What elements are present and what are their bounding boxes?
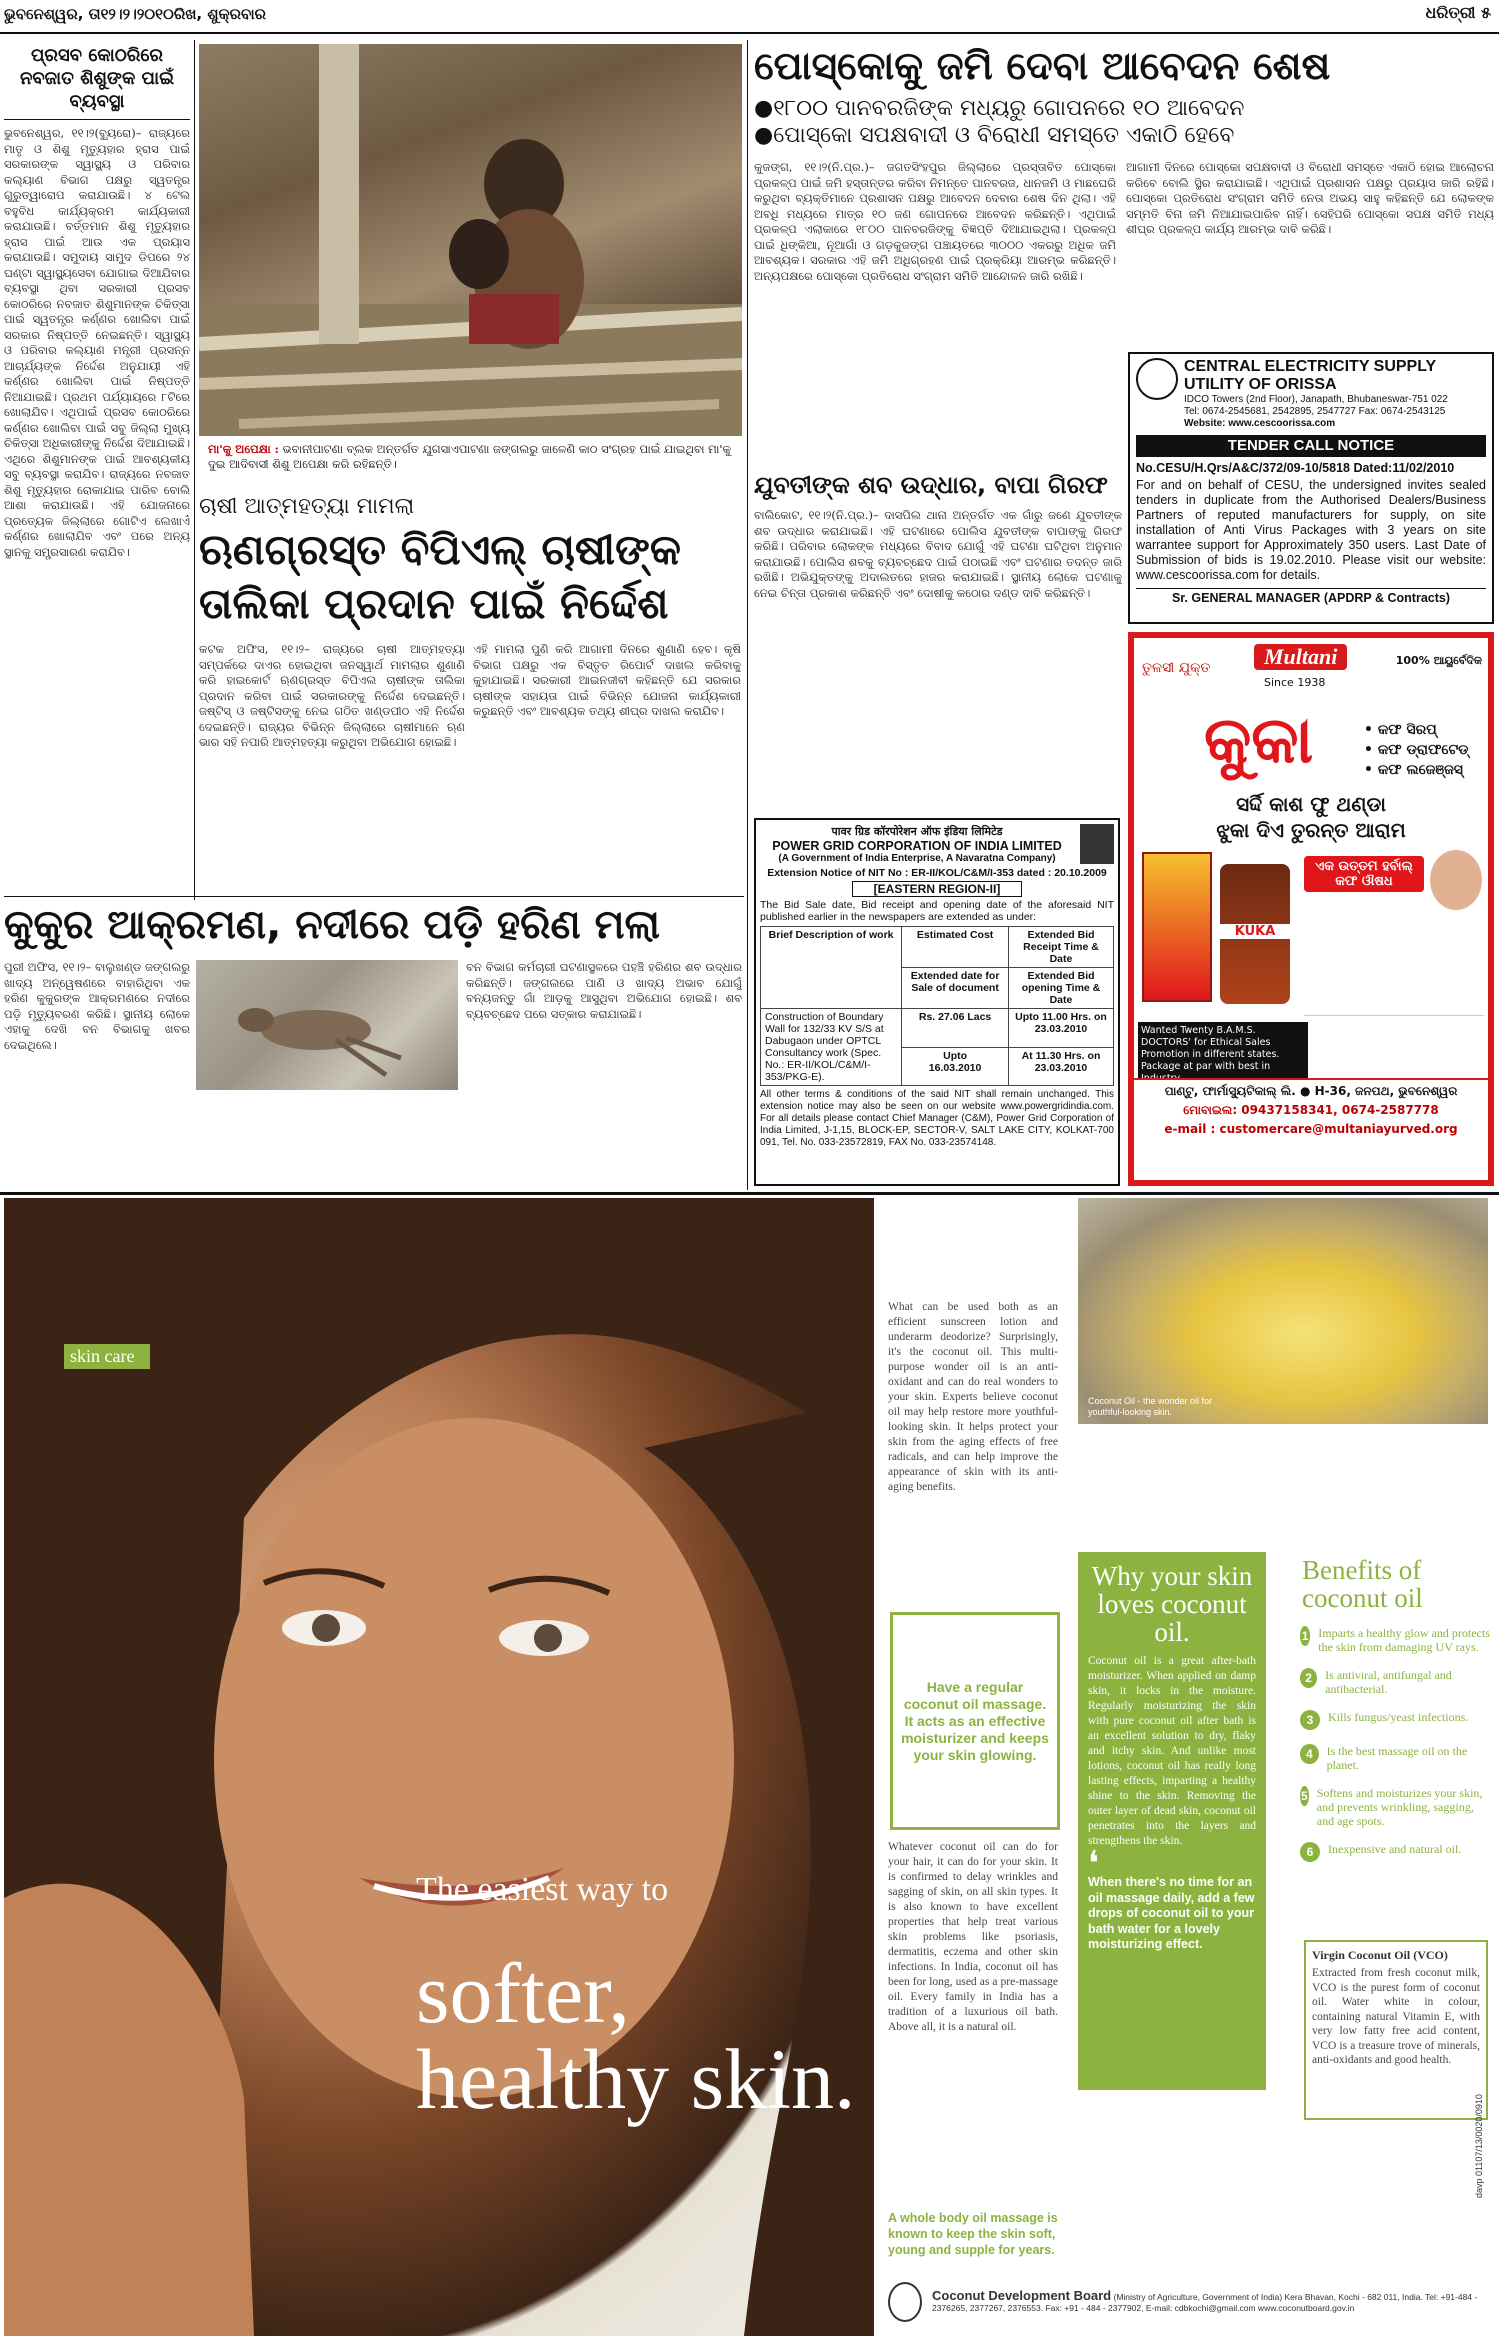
masthead bbox=[0, 0, 1499, 34]
coco-why-body: Coconut oil is a great after-bath moisturizer. When applied on damp skin, it locks in the moisture. Regularly moisturizing the skin with pure coconut oil after bath is an excellent solution to dry, flaky and itchy skin. And unlike most lotions, coconut oil has really long lasting effects, imparting a healthy shine to the skin. Removing the outer layer of dead skin, coconut oil penetrates into the layers and strengthens the skin. bbox=[1088, 1655, 1256, 1847]
posco-body-left: କୁଜଙ୍ଗ, ୧୧।୨(ନି.ପ୍ର.)– ଜଗତସିଂହପୁର ଜିଲ୍ଲାରେ ପ୍ରସ୍ତାବିତ ପୋସ୍କୋ ପ୍ରକଳ୍ପ ପାଇଁ ଜମି ହସ୍ତାନ୍ତର କରିବା ନିମନ୍ତେ ପାନବରଜ, ଧାନଜମି ଓ ମାଛଘେରି କରୁଥିବା ବ୍ୟକ୍ତିମାନେ ପ୍ରଶାସନ ପକ୍ଷରୁ ଆବେଦନ ଦେବାର ଶେଷ ଦିନ ଥିଲା। ଏହି ଅବଧି ମଧ୍ୟରେ ମାତ୍ର ୧୦ ଜଣ ଗୋପନରେ ଆବେଦନ କରିଛନ୍ତି। ଏଥିପାଇଁ ପ୍ରକଳ୍ପ ଏଲାକାରେ ୧୮୦୦ ପାନବରଜିଙ୍କୁ ବିଜ୍ଞପ୍ତି ଦିଆଯାଇଥିଲା। ପ୍ରକଳ୍ପ ପାଇଁ ଧିଙ୍କିଆ, ନୂଆଗାଁ ଓ ଗଡ଼କୁଜଙ୍ଗ ପଞ୍ଚାୟତରେ ୩୦୦୦ ଏକରରୁ ଅଧିକ ଜମି ଆବଶ୍ୟକ। ସରକାର ଏହି ଜମି ଅଧିଗ୍ରହଣ ପାଇଁ ପ୍ରକ୍ରିୟା ଆରମ୍ଭ କରିଛନ୍ତି। ଅନ୍ୟପକ୍ଷରେ ପୋସ୍କୋ ପ୍ରତିରୋଧ ସଂଗ୍ରାମ ସମିତି ଆନ୍ଦୋଳନ ଜାରି ରଖିଛି। bbox=[754, 160, 1116, 283]
coco-board-footer bbox=[888, 2282, 1488, 2322]
multani-product: କୁକା bbox=[1204, 704, 1314, 778]
multani-tagline-top: ତୁଳସୀ ଯୁକ୍ତ bbox=[1142, 660, 1211, 676]
pg-th-cost: Estimated Cost bbox=[902, 927, 1009, 968]
coco-oil-caption: Coconut Oil - the wonder oil for youthful-looking skin. bbox=[1088, 1396, 1213, 1417]
cesu-website: Website: www.cescoorissa.com bbox=[1184, 418, 1336, 429]
dog-body-left: ପୁରୀ ଅଫିସ, ୧୧।୨– ବାଲୁଖଣ୍ଡ ଜଙ୍ଗଲରୁ ଖାଦ୍ୟ ଅନ୍ୱେଷଣରେ ବାହାରିଥିବା ଏକ ହରିଣ କୁକୁରଙ୍କ ଆକ୍ରମଣରେ ନଦୀରେ ପଡ଼ି ମୃତ୍ୟୁବରଣ କରିଛି। ସ୍ଥାନୀୟ ଲୋକେ ଏହାକୁ ଦେଖି ବନ ବିଭାଗକୁ ଖବର ଦେଇଥିଲେ। bbox=[4, 960, 190, 1052]
multani-email: e-mail : customercare@multaniayurved.org bbox=[1164, 1122, 1458, 1136]
coco-benefit-text: Is the best massage oil on the planet. bbox=[1326, 1744, 1468, 1772]
youth-body: ବାଲିକୋଟ, ୧୧।୨(ନି.ପ୍ର.)– ଦାସପିଲ ଥାନା ଅନ୍ତର୍ଗତ ଏକ ଗାଁରୁ ଜଣେ ଯୁବତୀଙ୍କ ଶବ ଉଦ୍ଧାର କରାଯାଇଛି। ଏହି ଘଟଣାରେ ପୋଲିସ ଯୁବତୀଙ୍କ ବାପାଙ୍କୁ ଗିରଫ କରିଛି। ପରିବାର ଲୋକଙ୍କ ମଧ୍ୟରେ ବିବାଦ ଯୋଗୁଁ ଏହି ଘଟଣା ଘଟିଥିବା ଅନୁମାନ କରାଯାଉଛି। ପୋଲିସ ଶବକୁ ବ୍ୟବଚ୍ଛେଦ ପାଇଁ ପଠାଇଛି ଏବଂ ଘଟଣାର ତଦନ୍ତ ଜାରି ରଖିଛି। ଅଭିଯୁକ୍ତଙ୍କୁ ଅଦାଲତରେ ହାଜର କରାଯାଇଛି। ସ୍ଥାନୀୟ ଲୋକେ ଘଟଣାକୁ ନେଇ ଚିନ୍ତା ପ୍ରକାଶ କରିଛନ୍ତି ଏବଂ ଦୋଷୀକୁ କଠୋର ଦଣ୍ଡ ଦାବି କରିଛନ୍ତି। bbox=[754, 508, 1122, 600]
multani-bottle-label: KUKA bbox=[1220, 924, 1290, 939]
photo-children-waiting bbox=[199, 44, 742, 436]
multani-badge: 100% ଆୟୁର୍ବେଦିକ bbox=[1395, 654, 1482, 667]
cesu-logo-icon bbox=[1136, 358, 1178, 400]
story-posco bbox=[754, 44, 1496, 149]
photo-deer bbox=[196, 960, 458, 1090]
pg-th-opening: Extended Bid opening Time & Date bbox=[1008, 968, 1113, 1009]
coco-benefit-text: Softens and moisturizes your skin, and prevents wrinkling, sagging, and age spots. bbox=[1316, 1786, 1483, 1828]
multani-box-icon bbox=[1142, 852, 1212, 1002]
masthead-date: ଭୁବନେଶ୍ୱର, ତା୧୨।୨।୨୦୧୦ରିଖ, ଶୁକ୍ରବାର bbox=[4, 5, 266, 23]
farmers-body-left: କଟକ ଅଫିସ, ୧୧।୨– ରାଜ୍ୟରେ ଚାଷୀ ଆତ୍ମହତ୍ୟା ସମ୍ପର୍କରେ ଦାଏର ହୋଇଥିବା ଜନସ୍ୱାର୍ଥ ମାମଲାର ଶୁଣାଣି କରି ହାଇକୋର୍ଟ ଋଣଗ୍ରସ୍ତ ବିପିଏଲ ଚାଷୀଙ୍କ ତାଲିକା ପ୍ରଦାନ କରିବା ପାଇଁ ସରକାରଙ୍କୁ ନିର୍ଦ୍ଦେଶ ଦେଇଛନ୍ତି। ଜଷ୍ଟିସ୍ ଓ ଜଷ୍ଟିସଙ୍କୁ ନେଇ ଗଠିତ ଖଣ୍ଡପୀଠ ଏହି ନିର୍ଦ୍ଦେଶ ଦେଇଛନ୍ତି। ରାଜ୍ୟର ବିଭିନ୍ନ ଜିଲ୍ଲାରେ ଚାଷୀମାନେ ଋଣ ଭାର ସହି ନପାରି ଆତ୍ମହତ୍ୟା କରୁଥିବା ଅଭିଯୋଗ ହୋଇଛି। bbox=[199, 642, 465, 749]
coco-benefit-text: Imparts a healthy glow and protects the skin from damaging UV rays. bbox=[1318, 1626, 1490, 1654]
multani-inner bbox=[1134, 638, 1488, 1180]
pg-td-opening: At 11.30 Hrs. on 23.03.2010 bbox=[1008, 1047, 1113, 1086]
pg-td-cost: Rs. 27.06 Lacs bbox=[902, 1009, 1009, 1048]
multani-slogan-1: ସର୍ଦ୍ଦି କାଶ ଫୁ ଥଣ୍ଡା bbox=[1236, 792, 1386, 816]
multani-bottle-icon bbox=[1220, 864, 1290, 1004]
coco-board-detail: (Ministry of Agriculture, Government of India) Kera Bhavan, Kochi - 682 011, India. Tel: +91-484 - 2376265, 2377267, 2376553. Fax: +91 - 484 - 2377902, E-mail: cdbkochi@gmail.com www.coconutboard.gov.in bbox=[932, 2292, 1478, 2313]
cesu-signatory: Sr. GENERAL MANAGER (APDRP & Contracts) bbox=[1136, 588, 1486, 606]
pg-intro: The Bid Sale date, Bid receipt and opening date of the aforesaid NIT published earlier in the newspapers are extended as under: bbox=[760, 899, 1114, 923]
caption-label: ମା'କୁ ଅପେକ୍ଷା : bbox=[208, 442, 279, 456]
pg-th-desc: Brief Description of work bbox=[761, 927, 902, 1009]
benefit-number-2-icon: 2 bbox=[1300, 1668, 1317, 1688]
coco-benefit-item bbox=[1300, 1626, 1490, 1654]
coco-why-title: Why your skin loves coconut oil. bbox=[1091, 1561, 1253, 1647]
story-newborn-headline: ପ୍ରସବ କୋଠରିରେ ନବଜାତ ଶିଶୁଙ୍କ ପାଇଁ ବ୍ୟବସ୍ଥା bbox=[19, 45, 175, 112]
coco-vco-title: Virgin Coconut Oil (VCO) bbox=[1312, 1948, 1448, 1962]
benefit-number-4-icon: 4 bbox=[1300, 1744, 1319, 1764]
photo-children-caption bbox=[208, 442, 738, 472]
children-photo-illustration bbox=[199, 44, 742, 436]
ad-cesu-tender bbox=[1128, 352, 1494, 624]
multani-uses bbox=[1364, 720, 1469, 780]
quote-open-icon: ❛ bbox=[1088, 1846, 1099, 1883]
coco-davp: davp 01107/13/0020/0910 bbox=[1474, 2094, 1484, 2198]
pg-notice: Extension Notice of NIT No : ER-II/KOL/C&M/I-353 dated : 20.10.2009 bbox=[767, 867, 1107, 879]
pg-table bbox=[760, 926, 1114, 1086]
farmers-headline: ଋଣଗ୍ରସ୍ତ ବିପିଏଲ୍ ଚାଷୀଙ୍କ ତାଲିକା ପ୍ରଦାନ ପାଇଁ ନିର୍ଦ୍ଦେଶ bbox=[199, 525, 681, 629]
posco-headline: ପୋସ୍କୋକୁ ଜମି ଦେବା ଆବେଦନ ଶେଷ bbox=[754, 44, 1331, 89]
coco-vco-body: Extracted from fresh coconut milk, VCO is the purest form of coconut oil. Water white in colour, containing natural Vitamin E, with very low fatty free acid content, VCO is a treasure trove of minerals, anti-oxidants and good health. bbox=[1312, 1967, 1480, 2066]
pg-td-receipt: Upto 11.00 Hrs. on 23.03.2010 bbox=[1008, 1009, 1113, 1048]
pg-subtitle: (A Government of India Enterprise, A Navaratna Company) bbox=[778, 853, 1056, 864]
cesu-notice-title: TENDER CALL NOTICE bbox=[1136, 435, 1486, 457]
ad-coconut-board bbox=[4, 1198, 1495, 2336]
pg-hindi: पावर ग्रिड कॉरपोरेशन ऑफ इंडिया लिमिटेड bbox=[831, 825, 1003, 838]
coco-benefit-item bbox=[1300, 1842, 1490, 1862]
coco-green-tip: A whole body oil massage is known to keep the skin soft, young and supple for years. bbox=[888, 2211, 1058, 2257]
benefit-number-6-icon: 6 bbox=[1300, 1842, 1320, 1862]
coco-section-tag: skin care bbox=[64, 1344, 150, 1369]
ad-powergrid bbox=[754, 818, 1120, 1186]
multani-contact: ପାଣ୍ଟୁ, ଫାର୍ମାସ୍ୟୁଟିକାଲ୍ ଲି. ● H-36, ଜନପଥ, ଭୁବନେଶ୍ୱର bbox=[1164, 1084, 1458, 1098]
coco-intro: What can be used both as an efficient sunscreen lotion and underarm deodorize? Surprisingly, it's the coconut oil. This multi-purpose wonder oil is an anti-oxidant and can do real wonders to your skin. Experts believe coconut oil may help restore more youthful-looking skin. It helps protect your skin from the aging effects of free radicals, and can help improve the appearance of skin with its anti-aging benefits. bbox=[888, 1301, 1058, 1493]
coconut-board-logo-icon bbox=[888, 2282, 922, 2322]
multani-use-1: • କଫ ସିରପ୍ bbox=[1364, 722, 1437, 738]
coco-benefit-text: Is antiviral, antifungal and antibacterial. bbox=[1325, 1668, 1452, 1696]
coco-body2: Whatever coconut oil can do for your hair, it can do for your skin. It is confirmed to delay wrinkles and sagging of skin, on all skin types. It is also known to have excellent properties that help treat various skin problems like psoriasis, dermatitis, eczema and other skin infections. In India, coconut oil has been for long, used as a pre-massage oil. Every family in India has a tradition of a luxurious oil bath. Above all, it is a natural oil. bbox=[888, 1841, 1058, 2033]
coco-why-box bbox=[1078, 1552, 1266, 2090]
pg-footer: All other terms & conditions of the said NIT shall remain unchanged. This extension notice may also be seen on our website www.powergridindia.com. For all details please contact Chief Manager (C&M), Power Grid Corporation of India Limited, J-1,15, BLOCK-EP, SECTOR-V, SALT LAKE CITY, KOLKAT-700 091, Tel. No. 033-23572819, FAX No. 033-23574148. bbox=[760, 1089, 1114, 1148]
cesu-ref: No.CESU/H.Qrs/A&C/372/09-10/5818 Dated:11/02/2010 bbox=[1136, 461, 1455, 475]
pg-td-work: Construction of Boundary Wall for 132/33 KV S/S at Dabugaon under OPTCL Consultancy work (Spec. No.: ER-II/KOL/C&M/I-353/PKG-E). bbox=[761, 1009, 902, 1086]
multani-footer bbox=[1134, 1078, 1488, 1180]
pg-title: POWER GRID CORPORATION OF INDIA LIMITED bbox=[772, 839, 1062, 853]
coco-benefits-list bbox=[1300, 1626, 1490, 1876]
posco-bullet-2: ●ପୋସ୍କୋ ସପକ୍ଷବାଦୀ ଓ ବିରୋଧୀ ସମସ୍ତେ ଏକାଠି ହେବେ bbox=[754, 123, 1235, 149]
multani-wanted: Wanted Twenty B.A.M.S. DOCTORS' for Ethical Sales Promotion in different states. Package at par with best in bbox=[1138, 1022, 1308, 1088]
posco-bullet-1: ●୧୮୦୦ ପାନବରଜିଙ୍କ ମଧ୍ୟରୁ ଗୋପନରେ ୧୦ ଆବେଦନ bbox=[754, 96, 1245, 121]
coco-benefit-item bbox=[1300, 1710, 1490, 1730]
benefit-number-3-icon: 3 bbox=[1300, 1710, 1320, 1730]
multani-ingredients bbox=[1304, 918, 1484, 1016]
multani-phone: ମୋବାଇଲ: 09437158341, 0674-2587778 bbox=[1183, 1103, 1439, 1117]
deer-photo-illustration bbox=[196, 960, 458, 1090]
multani-herbal: ଏକ ଉତ୍ତମ ହର୍ବାଲ୍ କଫ ଔଷଧ bbox=[1304, 856, 1424, 892]
coco-vco-box bbox=[1304, 1940, 1488, 2120]
multani-child-photo bbox=[1430, 850, 1482, 910]
dog-headline: କୁକୁର ଆକ୍ରମଣ, ନଦୀରେ ପଡ଼ି ହରିଣ ମଲା bbox=[4, 902, 661, 948]
cesu-title: CENTRAL ELECTRICITY SUPPLY UTILITY OF ORISSA bbox=[1184, 358, 1436, 393]
coco-board-name: Coconut Development Board bbox=[932, 2288, 1112, 2303]
story-dog-attack bbox=[4, 898, 744, 952]
benefit-number-1-icon: 1 bbox=[1300, 1626, 1310, 1646]
farmers-body-right: ଏହି ମାମଲା ପୁଣି କରି ଆଗାମୀ ଦିନରେ ଶୁଣାଣି ହେବ। କୃଷି ବିଭାଗ ପକ୍ଷରୁ ଏକ ବିସ୍ତୃତ ରିପୋର୍ଟ ଦାଖଲ କରିବାକୁ କୁହାଯାଇଛି। ସରକାରୀ ଆଇନଜୀବୀ କହିଛନ୍ତି ଯେ ସରକାର ଚାଷୀଙ୍କ ସହାୟତା ପାଇଁ ବିଭିନ୍ନ ଯୋଜନା କାର୍ଯ୍ୟକାରୀ କରୁଛନ୍ତି ଏବଂ ଆବଶ୍ୟକ ତଥ୍ୟ ଶୀଘ୍ର ଦାଖଲ କରାଯିବ। bbox=[473, 642, 741, 718]
coco-quote: When there's no time for an oil massage daily, add a few drops of coconut oil to your bath water for a lovely moisturizing effect. bbox=[1088, 1875, 1255, 1951]
coco-benefit-item bbox=[1300, 1744, 1490, 1772]
coco-headline-big: softer, healthy skin. bbox=[416, 1945, 856, 2127]
coco-benefit-item bbox=[1300, 1786, 1490, 1828]
pg-td-sale-date: 16.03.2010 bbox=[928, 1061, 982, 1074]
coco-benefits-title: Benefits of coconut oil bbox=[1302, 1555, 1423, 1613]
photo-oil-bowl bbox=[1078, 1198, 1488, 1424]
posco-body-right: ଆଗାମୀ ଦିନରେ ପୋସ୍କୋ ସପକ୍ଷବାଦୀ ଓ ବିରୋଧୀ ସମସ୍ତେ ଏକାଠି ହୋଇ ଆଲୋଚନା କରିବେ ବୋଲି ସ୍ଥିର କରାଯାଇଛି। ଏଥିପାଇଁ ପ୍ରଶାସନ ପକ୍ଷରୁ ପ୍ରୟାସ ଜାରି ରହିଛି। ପୋସ୍କୋ ପ୍ରତିରୋଧ ସଂଗ୍ରାମ ସମିତି ନେତା ଅଭୟ ସାହୁ କହିଛନ୍ତି ଯେ ଲୋକଙ୍କ ସମ୍ମତି ବିନା ଜମି ନିଆଯାଇପାରିବ ନାହିଁ। ସେହିପରି ପୋସ୍କୋ ସପକ୍ଷ ସମିତି ମଧ୍ୟ ଶୀଘ୍ର ପ୍ରକଳ୍ପ କାର୍ଯ୍ୟ ଆରମ୍ଭ ଦାବି କରିଛି। bbox=[1126, 160, 1494, 236]
cesu-tel: Tel: 0674-2545681, 2542895, 2547727 Fax: 0674-2543125 bbox=[1184, 406, 1446, 417]
coco-callout: Have a regular coconut oil massage. It acts as an effective moisturizer and keeps your skin glowing. bbox=[890, 1612, 1060, 1830]
multani-use-2: • କଫ ଡ୍ରାଫଟେଡ୍ bbox=[1364, 742, 1469, 758]
masthead-brand: ଧରିତ୍ରୀ ୫ bbox=[1425, 3, 1491, 22]
coco-benefit-item bbox=[1300, 1668, 1490, 1696]
pg-region: [EASTERN REGION-II] bbox=[852, 881, 1022, 897]
pg-td-sale bbox=[902, 1047, 1009, 1086]
multani-use-3: • କଫ ଲଜେଞ୍ଜସ୍ bbox=[1364, 762, 1463, 778]
multani-brand: Multani bbox=[1254, 644, 1347, 670]
multani-slogan-2: ଝୁକା ଦିଏ ତୁରନ୍ତ ଆରାମ bbox=[1216, 818, 1406, 842]
story-newborn bbox=[4, 44, 190, 956]
story-youth-body bbox=[754, 470, 1122, 830]
cesu-body: For and on behalf of CESU, the undersigned invites sealed tenders in duplicate from the Authorised Dealers/Business Partners of reputed manufacturers for supply, on site installation of Anti Virus Packages with 3 years on site warrantee support for Approximately 350 users. Last Date of Submission of bids is 19.02.2010. Please visit our website: www.cescoorissa.com for details. bbox=[1136, 478, 1486, 582]
story-newborn-body: ଭୁବନେଶ୍ୱର, ୧୧।୨(ବ୍ୟୁରୋ)– ରାଜ୍ୟରେ ମାତୃ ଓ ଶିଶୁ ମୃତ୍ୟୁହାର ହ୍ରାସ ପାଇଁ ସରକାରଙ୍କ ସ୍ୱାସ୍ଥ୍ୟ ଓ ପରିବାର କଲ୍ୟାଣ ବିଭାଗ ପକ୍ଷରୁ ସ୍ୱତନ୍ତ୍ର ଗୁରୁତ୍ୱାରୋପ କରାଯାଉଛି। ୪ ଟେଲ ବହୁବିଧ କାର୍ଯ୍ୟକ୍ରମ କାର୍ଯ୍ୟକାରୀ କରାଯାଉଛି। ବର୍ତ୍ତମାନ ଶିଶୁ ମୃତ୍ୟୁହାର ହ୍ରାସ ପାଇଁ ଆଉ ଏକ ପ୍ରୟାସ କରାଯାଉଛି। ସମୁଦାୟ ସାମୁଦ ଡିପରେ ୨୪ ଘଣ୍ଟା ସ୍ୱାସ୍ଥ୍ୟସେବା ଯୋଗାଇ ଦିଆଯିବାର ବ୍ୟବସ୍ଥା ଥିବା ସରକାରୀ ପ୍ରସବ କୋଠରିରେ ନବଜାତ ଶିଶୁମାନଙ୍କ ଚିକିତ୍ସା ପାଇଁ ସ୍ୱତନ୍ତ୍ର କର୍ଣ୍ଣର ଖୋଲିବା ପାଇଁ ସରକାର ନିଷ୍ପତ୍ତି ନେଇଛନ୍ତି। ସ୍ୱାସ୍ଥ୍ୟ ଓ ପରିବାର କଲ୍ୟାଣ ମନ୍ତ୍ରୀ ପ୍ରସନ୍ନ ଆଚାର୍ଯ୍ୟଙ୍କ ନିର୍ଦ୍ଦେଶ ଅନୁଯାୟୀ ଏହି କର୍ଣ୍ଣର ଖୋଲିବା ପାଇଁ ନିଷ୍ପତ୍ତି ନିଆଯାଇଛି। ପ୍ରଥମ ପର୍ଯ୍ୟାୟରେ ୮ଟିରେ ଖୋଲାଯିବ। ଏଥିପାଇଁ ପ୍ରସବ କୋଠରିରେ କର୍ଣ୍ଣର ଖୋଲିବା ପାଇଁ ସବୁ ଜିଲ୍ଲା ମୁଖ୍ୟ ଚିକିତ୍ସା ଅଧିକାରୀଙ୍କୁ ନିର୍ଦ୍ଦେଶ ଦିଆଯାଇଛି। ଏଥିରେ ଶିଶୁମାନଙ୍କ ପାଇଁ ଆବଶ୍ୟକୀୟ ସବୁ ବ୍ୟବସ୍ଥା କରାଯିବ। ରାଜ୍ୟରେ ନବଜାତ ଶିଶୁ ମୃତ୍ୟୁହାର ରୋକାଯାଇ ପାରିବ ବୋଲି ଆଶା କରାଯାଉଛି। ଏହି ଯୋଜନାରେ ପ୍ରତ୍ୟେକ ଜିଲ୍ଲାରେ ଗୋଟିଏ ଲେଖାଏଁ କର୍ଣ୍ଣର ଖୋଲାଯିବ ଏବଂ ପରେ ଅନ୍ୟ ସ୍ଥାନକୁ ସମ୍ପ୍ରସାରଣ କରାଯିବ। bbox=[4, 126, 190, 559]
pg-th-sale: Extended date for Sale of document bbox=[902, 968, 1009, 1009]
pg-th-receipt: Extended Bid Receipt Time & Date bbox=[1008, 927, 1113, 968]
benefit-number-5-icon: 5 bbox=[1300, 1786, 1309, 1806]
caption-text: ଭବାନୀପାଟଣା ବ୍ଲକ ଅନ୍ତର୍ଗତ ଯୁଗସାଏପାଟଣା ଜଙ୍ଗଲରୁ ଜାଳେଣି କାଠ ସଂଗ୍ରହ ପାଇଁ ଯାଇଥିବା ମା'କୁ ଦୁଇ ଆଦିବାସୀ ଶିଶୁ ଅପେକ୍ଷା କରି ରହିଛନ୍ତି। bbox=[208, 442, 732, 471]
pg-logo-icon bbox=[1080, 824, 1114, 864]
coco-benefit-text: Kills fungus/yeast infections. bbox=[1328, 1710, 1469, 1724]
coco-benefit-text: Inexpensive and natural oil. bbox=[1328, 1842, 1462, 1856]
cesu-address: IDCO Towers (2nd Floor), Janapath, Bhubaneswar-751 022 bbox=[1184, 394, 1448, 405]
dog-body-right: ବନ ବିଭାଗ କର୍ମଚାରୀ ଘଟଣାସ୍ଥଳରେ ପହଞ୍ଚି ହରିଣର ଶବ ଉଦ୍ଧାର କରିଛନ୍ତି। ଜଙ୍ଗଲରେ ପାଣି ଓ ଖାଦ୍ୟ ଅଭାବ ଯୋଗୁଁ ବନ୍ୟଜନ୍ତୁ ଗାଁ ଆଡ଼କୁ ଆସୁଥିବା ଅଭିଯୋଗ ହୋଇଛି। ଶବ ବ୍ୟବଚ୍ଛେଦ ପରେ ସତ୍କାର କରାଯାଇଛି। bbox=[466, 960, 742, 1021]
multani-since: Since 1938 bbox=[1264, 676, 1326, 689]
story-farmers bbox=[199, 494, 742, 631]
ad-multani-kuka bbox=[1128, 632, 1494, 1186]
farmers-kicker: ଚାଷୀ ଆତ୍ମହତ୍ୟା ମାମଲା bbox=[199, 494, 415, 519]
coco-headline-small: The easiest way to bbox=[416, 1871, 669, 1908]
pg-td-sale-upto: Upto bbox=[943, 1049, 968, 1062]
youth-headline: ଯୁବତୀଙ୍କ ଶବ ଉଦ୍ଧାର, ବାପା ଗିରଫ bbox=[754, 471, 1108, 499]
